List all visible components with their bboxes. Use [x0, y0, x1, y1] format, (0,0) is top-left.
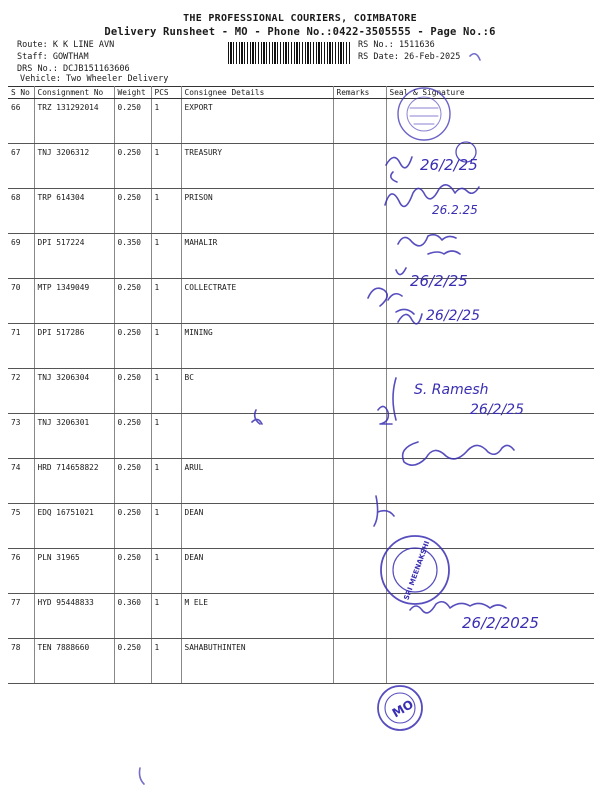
handwritten-date-70: 26/2/25	[410, 272, 468, 290]
cell-weight: 0.250	[114, 99, 151, 144]
cell-consignment: TNJ 3206312	[34, 144, 114, 189]
cell-sno: 75	[8, 504, 34, 549]
drs-number-label: DRS No.: DCJB151163606	[17, 64, 130, 74]
cell-consignee: TREASURY	[181, 144, 333, 189]
cell-weight: 0.350	[114, 234, 151, 279]
cell-pcs: 1	[151, 504, 181, 549]
cell-weight: 0.250	[114, 504, 151, 549]
cell-consignment: PLN 31965	[34, 549, 114, 594]
cell-consignee: COLLECTRATE	[181, 279, 333, 324]
office-seal-icon	[398, 88, 450, 140]
cell-consignee: EXPORT	[181, 99, 333, 144]
column-header-remarks: Remarks	[333, 87, 386, 99]
handwritten-date-68: 26.2.25	[432, 203, 478, 217]
cell-consignment: TNJ 3206304	[34, 369, 114, 414]
cell-sno: 77	[8, 594, 34, 639]
cell-weight: 0.250	[114, 459, 151, 504]
cell-consignment: TNJ 3206301	[34, 414, 114, 459]
staff-label: Staff: GOWTHAM	[17, 52, 89, 62]
handwritten-date-67: 26/2/25	[420, 156, 478, 174]
cell-pcs: 1	[151, 594, 181, 639]
signature-scribble-67	[386, 157, 412, 182]
cell-consignment: HRD 714658822	[34, 459, 114, 504]
cell-pcs: 1	[151, 324, 181, 369]
cell-weight: 0.250	[114, 414, 151, 459]
column-header-consignment: Consignment No	[34, 87, 114, 99]
cell-weight: 0.250	[114, 369, 151, 414]
cell-pcs: 1	[151, 144, 181, 189]
cell-weight: 0.250	[114, 324, 151, 369]
cell-weight: 0.250	[114, 144, 151, 189]
cell-sno: 68	[8, 189, 34, 234]
document-title: THE PROFESSIONAL COURIERS, COIMBATORE	[183, 13, 417, 24]
signature-75	[374, 496, 394, 526]
cell-consignment: MTP 1349049	[34, 279, 114, 324]
cell-sno: 78	[8, 639, 34, 684]
cell-pcs: 1	[151, 99, 181, 144]
document-subtitle: Delivery Runsheet - MO - Phone No.:0422-3505555 - Page No.:6	[104, 26, 496, 38]
cell-consignee: DEAN	[181, 504, 333, 549]
handwritten-date-78: 26/2/2025	[462, 614, 539, 632]
cell-sno: 74	[8, 459, 34, 504]
cell-sno: 70	[8, 279, 34, 324]
rs-number-label: RS No.: 1511636	[358, 40, 435, 50]
cell-consignment: TRZ 131292014	[34, 99, 114, 144]
cell-consignment: DPI 517286	[34, 324, 114, 369]
cell-weight: 0.250	[114, 189, 151, 234]
cell-weight: 0.250	[114, 549, 151, 594]
cell-consignee: MAHALIR	[181, 234, 333, 279]
cell-consignee: MINING	[181, 324, 333, 369]
seal-text: SRI MEENAKSHI	[402, 539, 432, 602]
cell-sno: 69	[8, 234, 34, 279]
cell-pcs: 1	[151, 414, 181, 459]
cell-consignment: HYD 95448833	[34, 594, 114, 639]
cell-consignee: M ELE	[181, 594, 333, 639]
cell-weight: 0.250	[114, 639, 151, 684]
rs-date-label: RS Date: 26-Feb-2025	[358, 52, 461, 62]
cell-consignee: SAHABUTHINTEN	[181, 639, 333, 684]
cell-consignee: BC	[181, 369, 333, 414]
cell-sno: 67	[8, 144, 34, 189]
column-header-seal-signature: Seal & Signature	[386, 87, 594, 99]
signature-71	[396, 309, 422, 323]
handwritten-date-73: 26/2/25	[470, 402, 524, 418]
cell-pcs: 1	[151, 549, 181, 594]
handwritten-name-73: S. Ramesh	[414, 382, 489, 398]
mo-stamp-text: MO	[389, 697, 416, 721]
cell-pcs: 1	[151, 234, 181, 279]
vehicle-label: Vehicle: Two Wheeler Delivery	[20, 74, 169, 84]
cell-pcs: 1	[151, 189, 181, 234]
cell-consignment: TRP 614304	[34, 189, 114, 234]
column-header-pcs: PCS	[151, 87, 181, 99]
signature-74	[403, 442, 514, 465]
cell-pcs: 1	[151, 639, 181, 684]
cell-consignee: PRISON	[181, 189, 333, 234]
signature-73	[378, 378, 396, 424]
handwritten-date-71: 26/2/25	[426, 308, 480, 324]
cell-sno: 66	[8, 99, 34, 144]
cell-sno: 72	[8, 369, 34, 414]
cell-sno: 73	[8, 414, 34, 459]
route-label: Route: K K LINE AVN	[17, 40, 115, 50]
cell-weight: 0.250	[114, 279, 151, 324]
column-header-consignee: Consignee Details	[181, 87, 333, 99]
cell-consignment: TEN 7888660	[34, 639, 114, 684]
cell-consignment: DPI 517224	[34, 234, 114, 279]
signature-69	[398, 235, 460, 254]
cell-consignee: DEAN	[181, 549, 333, 594]
cell-pcs: 1	[151, 369, 181, 414]
column-header-weight: Weight	[114, 87, 151, 99]
column-header-sno: S No	[8, 87, 34, 99]
cell-weight: 0.360	[114, 594, 151, 639]
cell-consignee: ARUL	[181, 459, 333, 504]
signature-70	[368, 268, 406, 306]
cell-sno: 76	[8, 549, 34, 594]
cell-pcs: 1	[151, 279, 181, 324]
cell-consignment: EDQ 16751021	[34, 504, 114, 549]
cell-pcs: 1	[151, 459, 181, 504]
cell-sno: 71	[8, 324, 34, 369]
